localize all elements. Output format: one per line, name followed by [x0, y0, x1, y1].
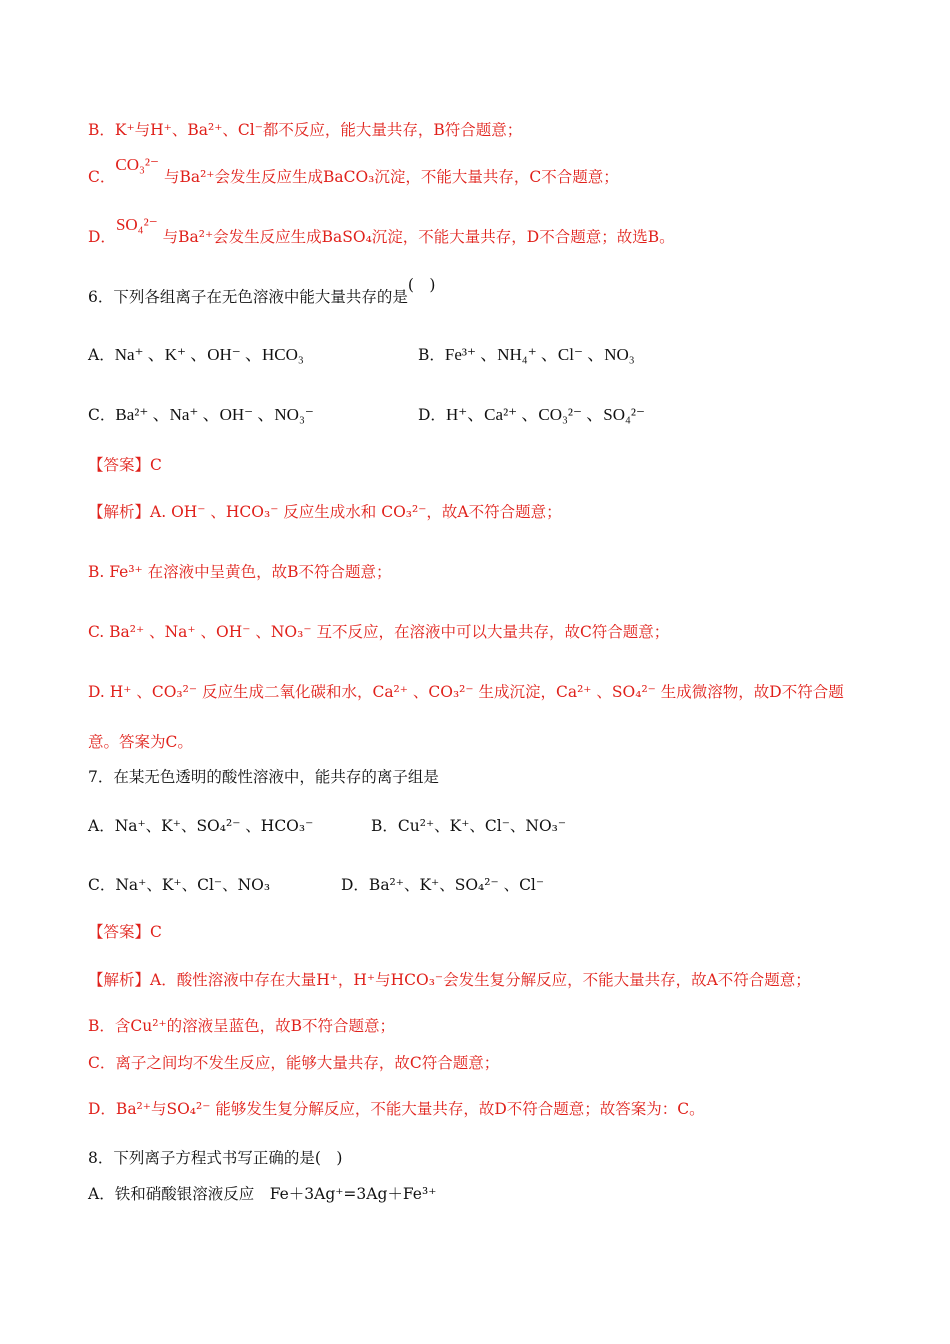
q7-analysis-d: D．Ba²⁺与SO₄²⁻ 能够发生复分解反应，不能大量共存，故D不符合题意；故答案为：C。 — [88, 1100, 705, 1118]
q8-option-a: A．铁和硝酸银溶液反应 Fe＋3Ag⁺=3Ag＋Fe³⁺ — [88, 1185, 437, 1203]
q6-d-label: D． — [418, 406, 446, 424]
q6-option-c — [88, 400, 314, 425]
q5-c-ion: CO₃²⁻ — [115, 155, 159, 174]
q6-analysis-d: D. H⁺ 、CO₃²⁻ 反应生成二氧化碳和水，Ca²⁺ 、CO₃²⁻ 生成沉淀，Ca²⁺ 、SO₄²⁻ 生成微溶物，故D不符合题 — [88, 683, 844, 701]
q6-c-label: C． — [88, 406, 116, 424]
q7-option-c: C．Na⁺、K⁺、Cl⁻、NO₃ — [88, 876, 271, 894]
q5-c-label: C． — [88, 168, 116, 186]
q5-d-text: 与Ba²⁺会发生反应生成BaSO₄沉淀，不能大量共存，D不合题意；故选B。 — [162, 228, 675, 246]
q6-d-ions: H⁺、Ca²⁺ 、CO₃²⁻ 、SO₄²⁻ — [445, 405, 645, 424]
q7-analysis-c: C．离子之间均不发生反应，能够大量共存，故C符合题意； — [88, 1054, 500, 1072]
q6-analysis-b: B. Fe³⁺ 在溶液中呈黄色，故B不符合题意； — [88, 563, 392, 581]
q6-paren: ( ) — [407, 276, 436, 294]
q6-answer: 【答案】C — [88, 456, 162, 474]
q6-stem — [88, 276, 436, 307]
q5-d-label: D． — [88, 228, 116, 246]
q5-analysis-b: B．K⁺与H⁺、Ba²⁺、Cl⁻都不反应，能大量共存，B符合题意； — [88, 121, 523, 139]
q6-analysis-c: C. Ba²⁺ 、Na⁺ 、OH⁻ 、NO₃⁻ 互不反应，在溶液中可以大量共存，故C符合题意； — [88, 623, 670, 641]
q7-option-d: D．Ba²⁺、K⁺、SO₄²⁻ 、Cl⁻ — [341, 876, 545, 894]
q6-option-d — [418, 400, 645, 425]
q6-option-b — [418, 340, 635, 365]
q7-answer: 【答案】C — [88, 923, 162, 941]
q6-stem-text: 6．下列各组离子在无色溶液中能大量共存的是 — [88, 288, 408, 306]
q6-analysis-a-text: A. OH⁻ 、HCO₃⁻ 反应生成水和 CO₃²⁻，故A不符合题意； — [150, 503, 562, 521]
q6-c-ions: Ba²⁺ 、Na⁺ 、OH⁻ 、NO₃⁻ — [115, 405, 314, 424]
q7-analysis-a — [88, 970, 811, 990]
q7-stem: 7．在某无色透明的酸性溶液中，能共存的离子组是 — [88, 768, 439, 786]
q6-analysis-a — [88, 502, 562, 522]
q7-option-b: B．Cu²⁺、K⁺、Cl⁻、NO₃⁻ — [371, 817, 567, 835]
q6-a-ions: Na⁺ 、K⁺ 、OH⁻ 、HCO₃ — [114, 345, 304, 364]
q5-c-text: 与Ba²⁺会发生反应生成BaCO₃沉淀，不能大量共存，C不合题意； — [163, 168, 619, 186]
q7-analysis-b: B．含Cu²⁺的溶液呈蓝色，故B不符合题意； — [88, 1017, 396, 1035]
q6-a-label: A． — [88, 346, 115, 364]
q6-b-ions: Fe³⁺ 、NH₄⁺ 、Cl⁻ 、NO₃ — [444, 345, 635, 364]
q5-analysis-d — [88, 215, 675, 247]
q7-analysis-a-text: A．酸性溶液中存在大量H⁺，H⁺与HCO₃⁻会发生复分解反应，不能大量共存，故A不符合题意； — [150, 971, 811, 989]
q8-stem: 8．下列离子方程式书写正确的是( ) — [88, 1149, 343, 1167]
q7-analysis-label: 【解析】 — [88, 971, 151, 989]
q5-analysis-c — [88, 155, 619, 187]
q6-b-label: B． — [418, 346, 445, 364]
q6-analysis-label: 【解析】 — [88, 503, 151, 521]
q5-d-ion: SO₄²⁻ — [115, 215, 158, 234]
q6-option-a — [88, 340, 304, 365]
q6-analysis-d-cont: 意。答案为C。 — [88, 733, 193, 751]
q7-option-a: A．Na⁺、K⁺、SO₄²⁻ 、HCO₃⁻ — [88, 817, 314, 835]
